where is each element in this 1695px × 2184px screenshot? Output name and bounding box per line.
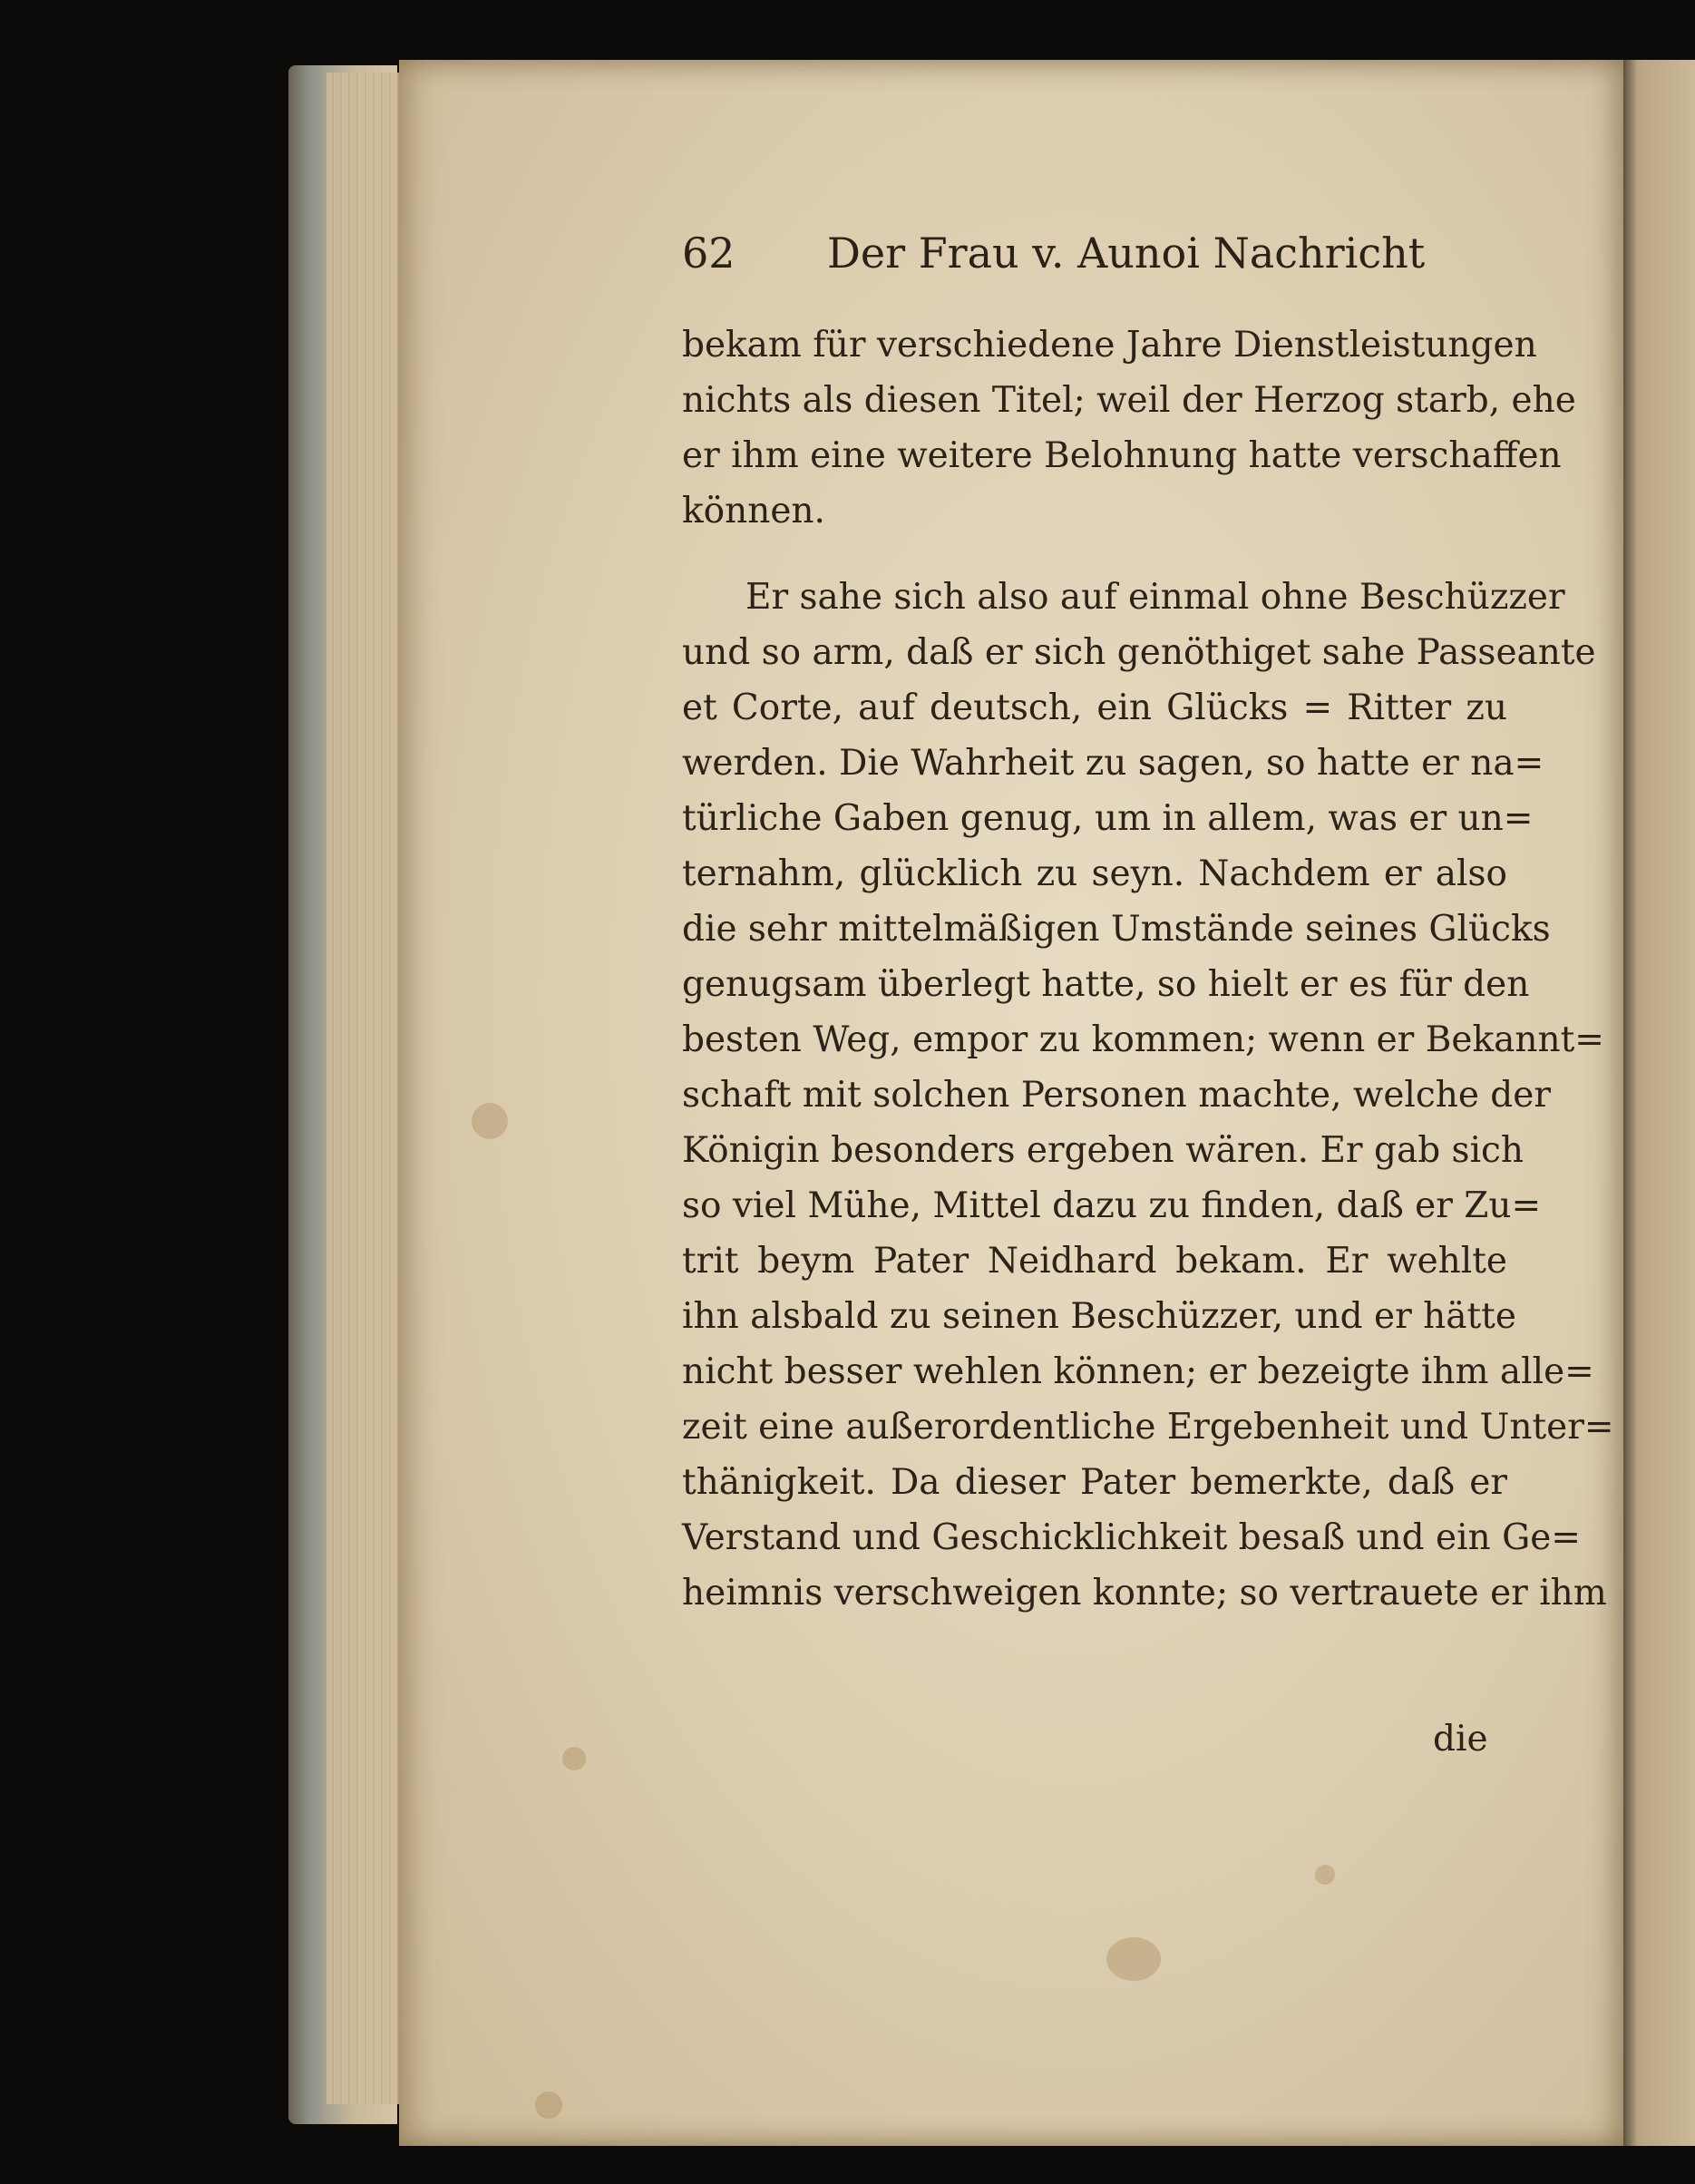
text-line: so viel Mühe, Mittel dazu zu finden, daß er Zu= [682,1185,1542,1226]
text-line: zeit eine außerordentliche Ergebenheit und Unter= [682,1407,1614,1448]
stain [472,1103,508,1139]
stain [1106,1937,1161,1981]
text-line: et Corte, auf deutsch, ein Glücks = Ritter zu [682,687,1507,728]
body-text [682,317,1614,1621]
stain [562,1747,586,1770]
text-line: nicht besser wehlen können; er bezeigte ihm alle= [682,1351,1594,1392]
text-line: türliche Gaben genug, um in allem, was er un= [682,798,1534,839]
stain [535,2091,562,2119]
text-line: trit beym Pater Neidhard bekam. Er wehlte [682,1241,1507,1282]
text-line: ternahm, glücklich zu seyn. Nachdem er also [682,853,1507,894]
text-line: thänigkeit. Da dieser Pater bemerkte, daß er [682,1462,1507,1503]
text-line: die sehr mittelmäßigen Umstände seines Glücks [682,909,1551,950]
page-number: 62 [682,229,735,278]
text-line: nichts als diesen Titel; weil der Herzog starb, ehe [682,380,1576,421]
stain [1315,1865,1335,1885]
text-line: Verstand und Geschicklichkeit besaß und ein Ge= [682,1517,1581,1558]
text-line: genugsam überlegt hatte, so hielt er es für den [682,964,1530,1005]
text-line: heimnis verschweigen konnte; so vertrauete er ihm [682,1573,1607,1614]
text-line: bekam für verschiedene Jahre Dienstleistungen [682,325,1537,366]
text-line: und so arm, daß er sich genöthiget sahe Passeante [682,632,1596,673]
text-line: schaft mit solchen Personen machte, welche der [682,1075,1551,1116]
text-line: Er sahe sich also auf einmal ohne Beschüzzer [745,577,1565,618]
text-line: Königin besonders ergeben wären. Er gab sich [682,1130,1525,1171]
catchword: die [1433,1719,1488,1760]
running-head: Der Frau v. Aunoi Nachricht [827,229,1426,278]
text-line: besten Weg, empor zu kommen; wenn er Bekannt= [682,1019,1604,1060]
text-line: werden. Die Wahrheit zu sagen, so hatte er na= [682,743,1544,784]
page-header [682,229,1426,292]
facing-page-edge [1623,60,1695,2146]
text-line: können. [682,491,825,531]
text-line: ihn alsbald zu seinen Beschüzzer, und er hätte [682,1296,1516,1337]
text-line: er ihm eine weitere Belohnung hatte verschaffen [682,435,1562,476]
